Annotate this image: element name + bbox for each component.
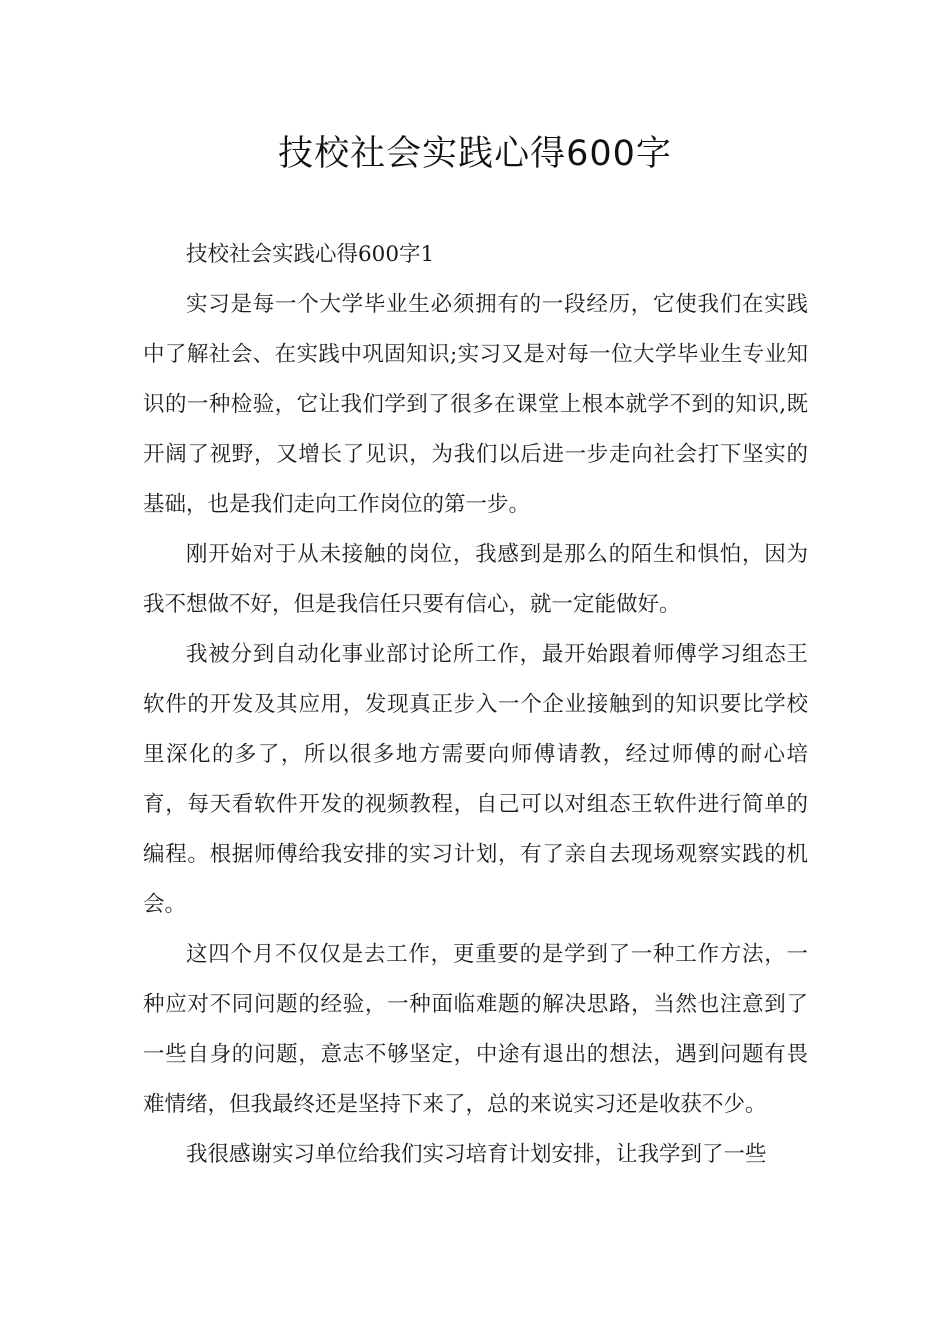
paragraph-3: 我被分到自动化事业部讨论所工作，最开始跟着师傅学习组态王软件的开发及其应用，发现真正步入一个企业接触到的知识要比学校里深化的多了，所以很多地方需要向师傅请教，经过师傅的耐心培育，每天看软件开发的视频教程，自己可以对组态王软件进行简单的编程。根据师傅给我安排的实习计划，有了亲自去现场观察实践的机会。 xyxy=(143,642,808,917)
document-title: 技校社会实践心得600字 xyxy=(278,134,672,174)
paragraph-1: 实习是每一个大学毕业生必须拥有的一段经历，它使我们在实践中了解社会、在实践中巩固知识;实习又是对每一位大学毕业生专业知识的一种检验，它让我们学到了很多在课堂上根本就学不到的知识,既开阔了视野，又增长了见识，为我们以后进一步走向社会打下坚实的基础，也是我们走向工作岗位的第一步。 xyxy=(143,292,808,517)
paragraph-4: 这四个月不仅仅是去工作，更重要的是学到了一种工作方法，一种应对不同问题的经验，一种面临难题的解决思路，当然也注意到了一些自身的问题，意志不够坚定，中途有退出的想法，遇到问题有畏难情绪，但我最终还是坚持下来了，总的来说实习还是收获不少。 xyxy=(143,942,808,1117)
document-body xyxy=(143,230,808,1180)
paragraph-5: 我很感谢实习单位给我们实习培育计划安排，让我学到了一些 xyxy=(186,1142,767,1167)
section-subtitle: 技校社会实践心得600字1 xyxy=(186,242,435,267)
paragraph-2: 刚开始对于从未接触的岗位，我感到是那么的陌生和惧怕，因为我不想做不好，但是我信任只要有信心，就一定能做好。 xyxy=(143,542,808,617)
